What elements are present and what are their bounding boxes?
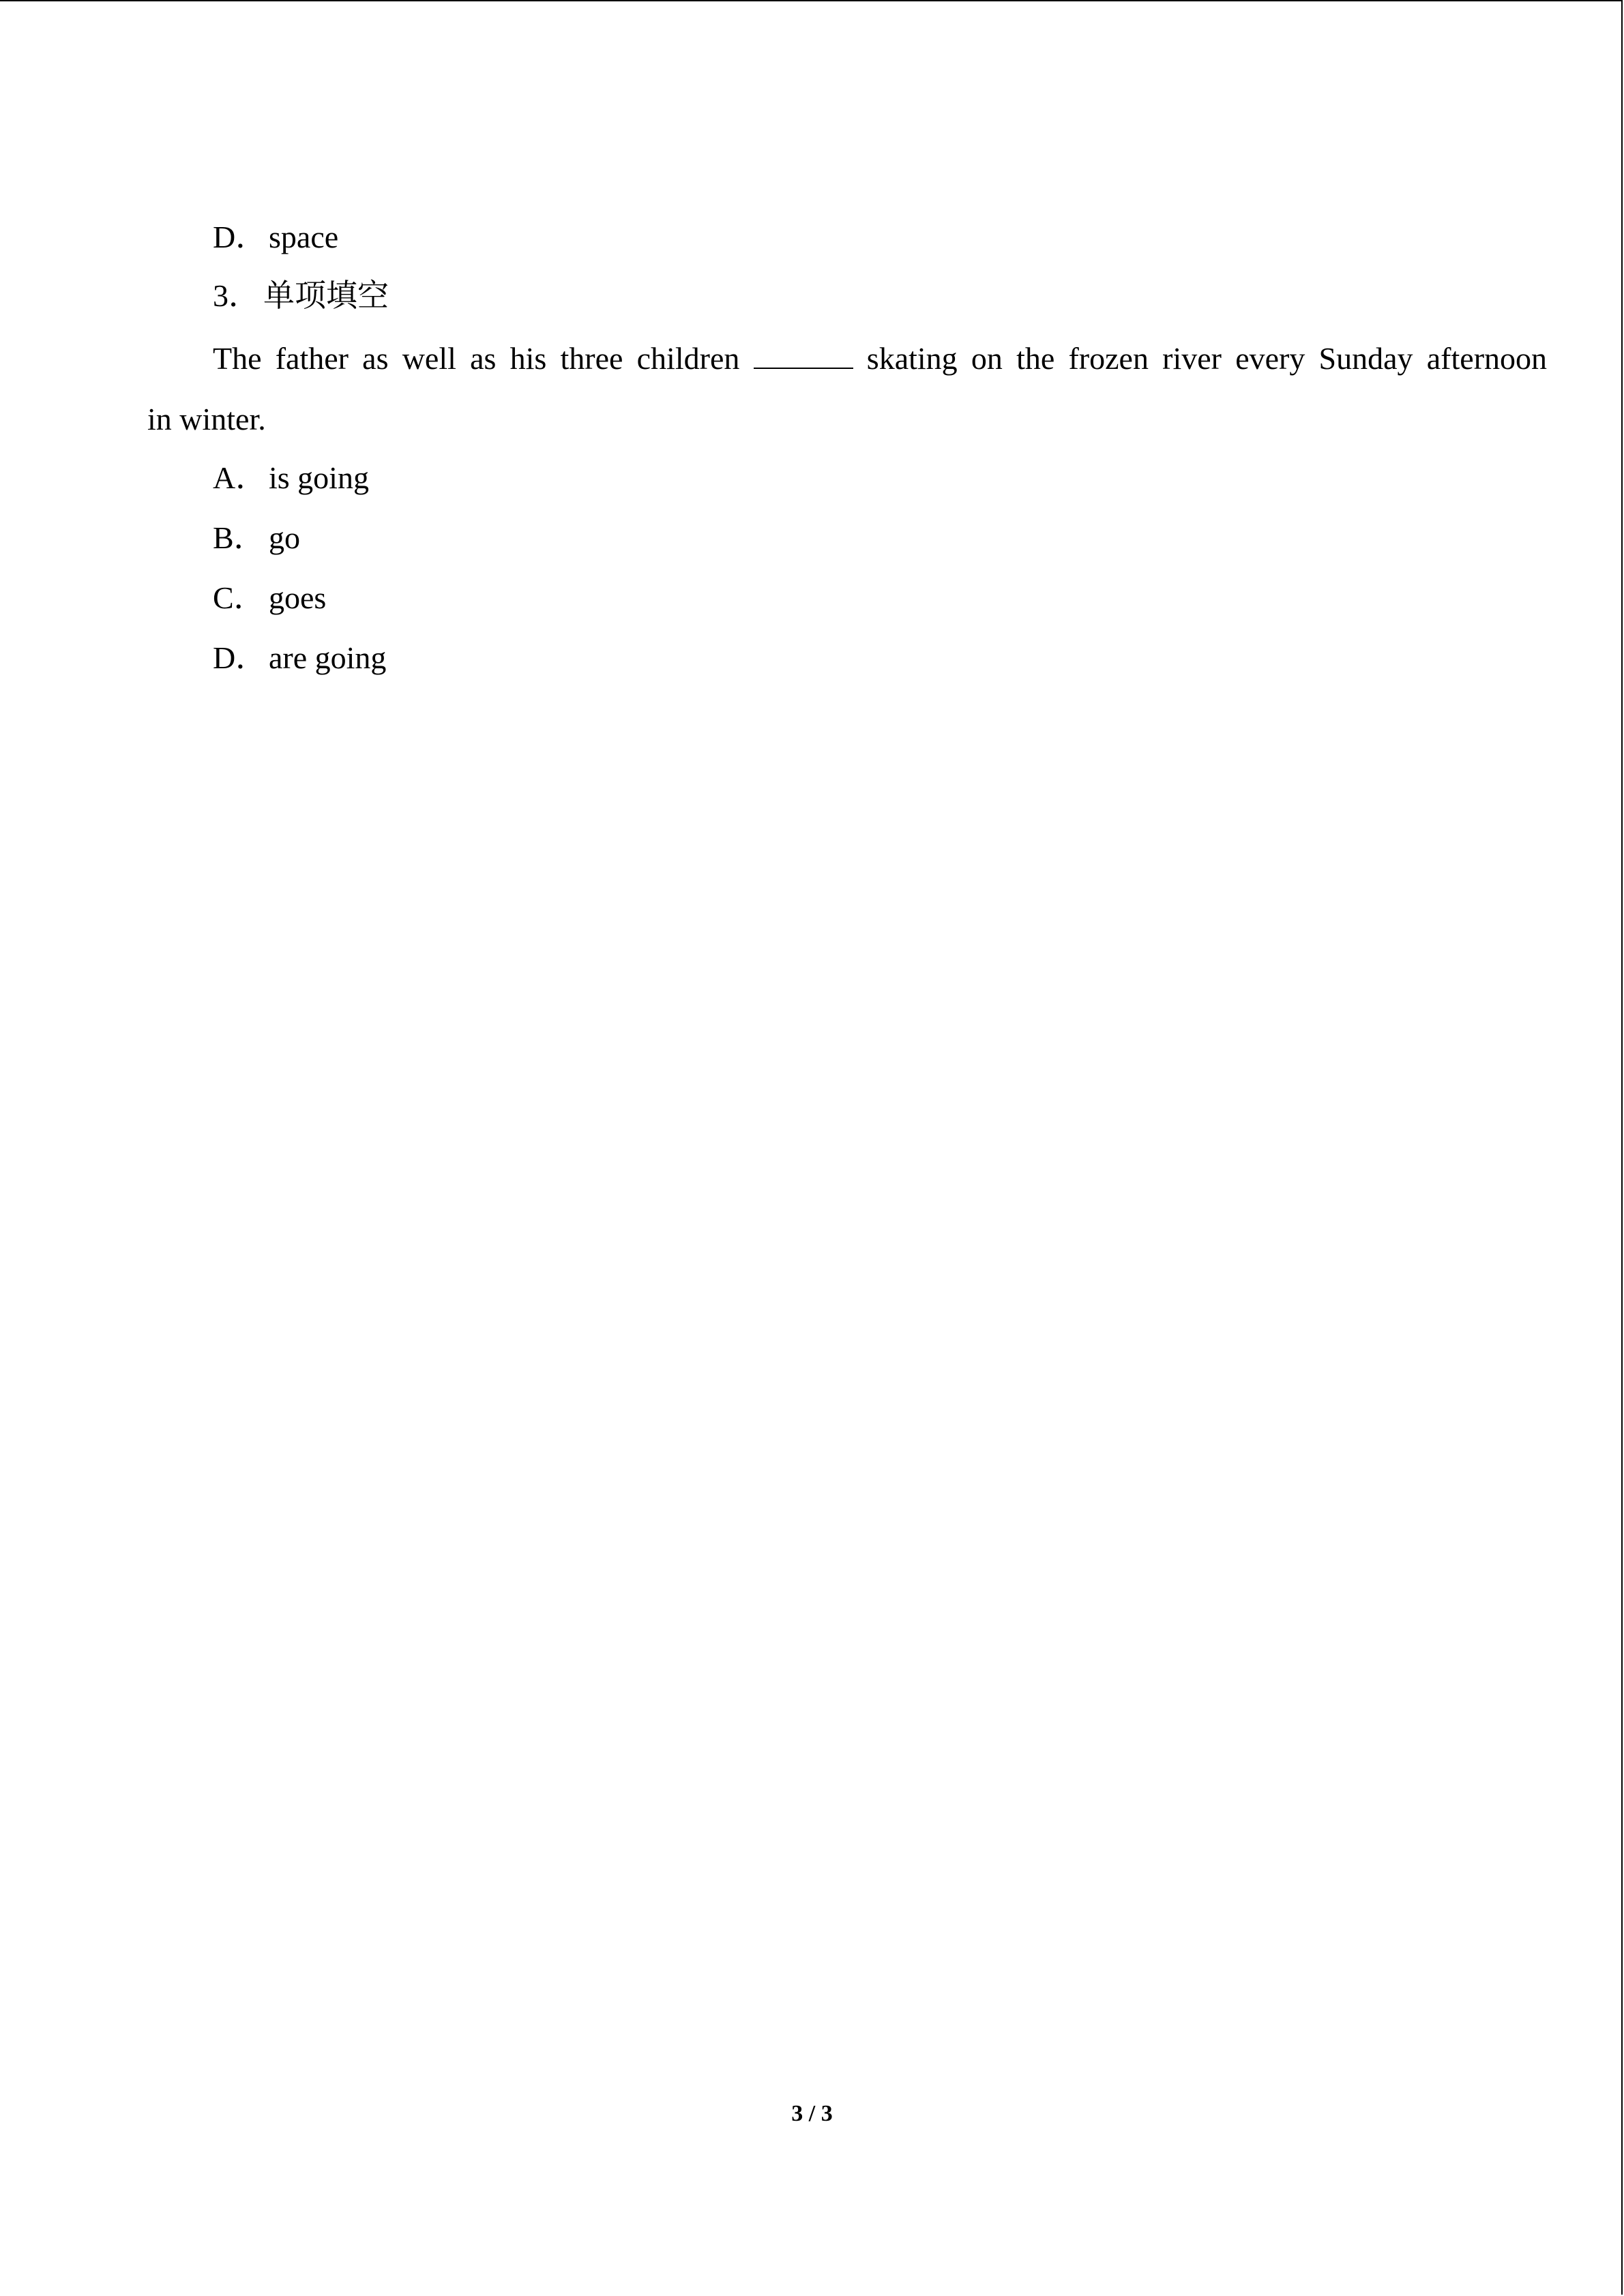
option-letter: C．: [213, 580, 265, 615]
question-type: 单项填空: [263, 278, 389, 313]
option-text: is going: [269, 460, 369, 495]
question-number: 3．: [213, 278, 260, 313]
option-text: goes: [269, 580, 327, 615]
stem-part-1: The father as well as his three children: [213, 341, 740, 376]
question-3-stem-continued: [147, 399, 266, 440]
option-text: space: [269, 220, 339, 254]
question-3-option-c: [213, 578, 326, 618]
option-letter: D．: [213, 640, 267, 675]
answer-blank: [754, 340, 853, 369]
stem-continued-text: in winter.: [147, 402, 266, 436]
option-text: are going: [269, 640, 387, 675]
question-3-option-a: [213, 458, 369, 498]
question-3-header: [213, 275, 389, 316]
option-text: go: [269, 520, 300, 555]
question-3-stem: [213, 338, 1547, 379]
prev-question-option-d: [213, 217, 338, 258]
option-letter: B．: [213, 520, 265, 555]
option-letter: A．: [213, 460, 267, 495]
question-3-option-d: [213, 638, 386, 679]
option-letter: D．: [213, 220, 267, 254]
question-3-option-b: [213, 518, 300, 558]
page-number: 3 / 3: [791, 2101, 833, 2126]
stem-part-2: skating on the frozen river every Sunday afternoon: [866, 341, 1548, 376]
